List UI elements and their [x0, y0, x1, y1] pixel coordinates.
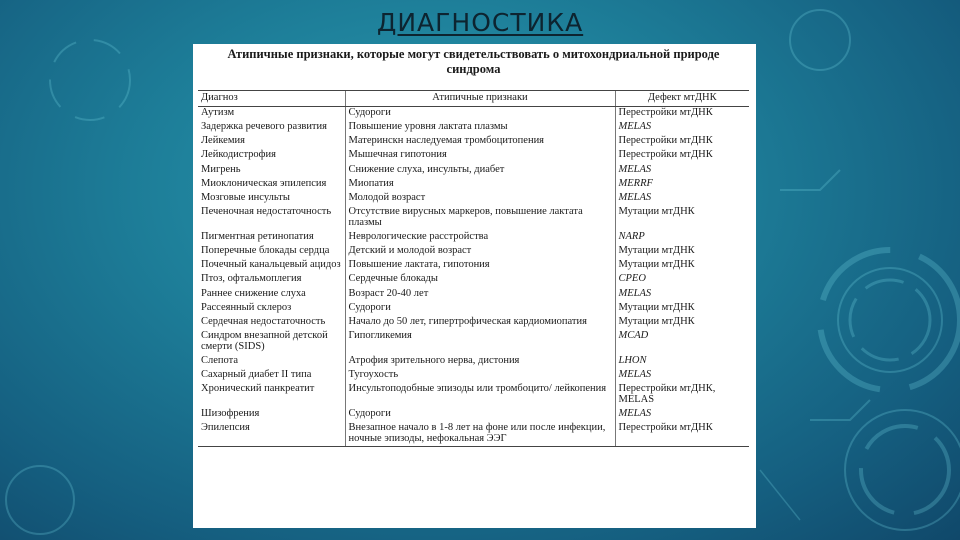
diagnosis-cell: Эпилепсия [198, 422, 345, 447]
diagnosis-cell: Мозговые инсульты [201, 191, 290, 203]
defect-cell: Перестройки мтДНК [615, 106, 749, 121]
diagnosis-cell: Сахарный диабет II типа [201, 368, 312, 380]
diagnosis-cell: Раннее снижение слуха [201, 287, 306, 299]
diagnosis-cell: Миоклоническая эпилепсия [201, 177, 327, 189]
defect-cell: MCAD [615, 330, 749, 355]
signs-cell: Судороги [345, 106, 615, 121]
table-row [198, 245, 749, 259]
table-row [198, 192, 749, 206]
signs-cell: Гипогликемия [345, 330, 615, 355]
defect-cell: MELAS [615, 121, 749, 135]
diagnosis-cell: Аутизм [201, 106, 235, 118]
signs-cell: Снижение слуха, инсульты, диабет [345, 163, 615, 177]
diagnosis-cell: Пигментная ретинопатия [201, 230, 314, 242]
table-row [198, 316, 749, 330]
defect-cell: MELAS [615, 369, 749, 383]
diagnosis-cell: Лейкемия [201, 135, 245, 147]
diagnosis-cell: Лейкодистрофия [201, 149, 276, 161]
signs-cell: Инсультоподобные эпизоды или тромбоцито/ лейкопения [345, 383, 615, 408]
table-row [198, 330, 749, 355]
table-row [198, 163, 749, 177]
signs-cell: Судороги [345, 301, 615, 315]
defect-cell: MERRF [615, 177, 749, 191]
signs-cell: Атрофия зрительного нерва, дистония [345, 355, 615, 369]
signs-cell: Неврологические расстройства [345, 231, 615, 245]
diagnosis-cell: Мигрень [201, 163, 241, 175]
defect-cell: Мутации мтДНК [615, 259, 749, 273]
signs-cell: Судороги [345, 408, 615, 422]
table-row [198, 231, 749, 245]
slide-title [0, 8, 960, 37]
diagnosis-cell: Печеночная недостаточность [201, 206, 332, 218]
table-row [198, 355, 749, 369]
signs-cell: Возраст 20-40 лет [345, 287, 615, 301]
defect-cell: LHON [615, 355, 749, 369]
table-row [198, 273, 749, 287]
table-row [198, 287, 749, 301]
defect-cell: Перестройки мтДНК [615, 135, 749, 149]
diagnosis-cell: Сердечная недостаточность [201, 315, 326, 327]
table-row [198, 106, 749, 121]
column-header-signs: Атипичные признаки [345, 91, 615, 107]
defect-cell: Мутации мтДНК [615, 301, 749, 315]
defect-cell: MELAS [615, 408, 749, 422]
scanned-table-sheet [193, 44, 756, 528]
diagnosis-cell: Синдром внезапной детской смерти (SIDS) [201, 330, 328, 352]
defect-cell: Мутации мтДНК [615, 206, 749, 231]
table-row [198, 177, 749, 191]
table-header-row [198, 91, 749, 107]
signs-cell: Повышение уровня лактата плазмы [345, 121, 615, 135]
defect-cell: Мутации мтДНК [615, 316, 749, 330]
signs-cell: Отсутствие вирусных маркеров, повышение лактата плазмы [345, 206, 615, 231]
signs-cell: Начало до 50 лет, гипертрофическая кардиомиопатия [345, 316, 615, 330]
defect-cell: Перестройки мтДНК [615, 422, 749, 447]
signs-cell: Повышение лактата, гипотония [345, 259, 615, 273]
diagnosis-table [198, 90, 749, 447]
diagnosis-cell: Задержка речевого развития [201, 120, 327, 132]
column-header-diagnosis: Диагноз [198, 91, 345, 107]
slide-title-text: ДИАГНОСТИКА [376, 8, 584, 37]
diagnosis-cell: Хронический панкреатит [201, 383, 315, 395]
defect-cell: Перестройки мтДНК [615, 149, 749, 163]
defect-cell: Мутации мтДНК [615, 245, 749, 259]
table-row [198, 259, 749, 273]
table-row [198, 383, 749, 408]
defect-cell: Перестройки мтДНК, MELAS [615, 383, 749, 408]
table-row [198, 408, 749, 422]
signs-cell: Внезапное начало в 1-8 лет на фоне или после инфекции, ночные эпизоды, нефокальная ЭЭГ [345, 422, 615, 447]
diagnosis-cell: Почечный канальцевый ацидоз [201, 259, 341, 271]
signs-cell: Тугоухость [345, 369, 615, 383]
signs-cell: Сердечные блокады [345, 273, 615, 287]
diagnosis-cell: Шизофрения [201, 407, 260, 419]
signs-cell: Материнскн наследуемая тромбоцитопения [345, 135, 615, 149]
signs-cell: Миопатия [345, 177, 615, 191]
diagnosis-cell: Слепота [201, 354, 239, 366]
diagnosis-cell: Рассеянный склероз [201, 301, 292, 313]
diagnosis-cell: Птоз, офтальмоплегия [201, 273, 302, 285]
defect-cell: NARP [615, 231, 749, 245]
defect-cell: MELAS [615, 192, 749, 206]
table-row [198, 121, 749, 135]
defect-cell: CPEO [615, 273, 749, 287]
signs-cell: Молодой возраст [345, 192, 615, 206]
table-row [198, 149, 749, 163]
column-header-defect: Дефект мтДНК [615, 91, 749, 107]
table-row [198, 422, 749, 447]
table-row [198, 206, 749, 231]
defect-cell: MELAS [615, 163, 749, 177]
table-row [198, 135, 749, 149]
diagnosis-cell: Поперечные блокады сердца [201, 244, 330, 256]
signs-cell: Мышечная гипотония [345, 149, 615, 163]
defect-cell: MELAS [615, 287, 749, 301]
signs-cell: Детский и молодой возраст [345, 245, 615, 259]
table-row [198, 301, 749, 315]
table-row [198, 369, 749, 383]
table-heading: Атипичные признаки, которые могут свидетельствовать о митохондриальной природе синдрома [227, 47, 720, 76]
